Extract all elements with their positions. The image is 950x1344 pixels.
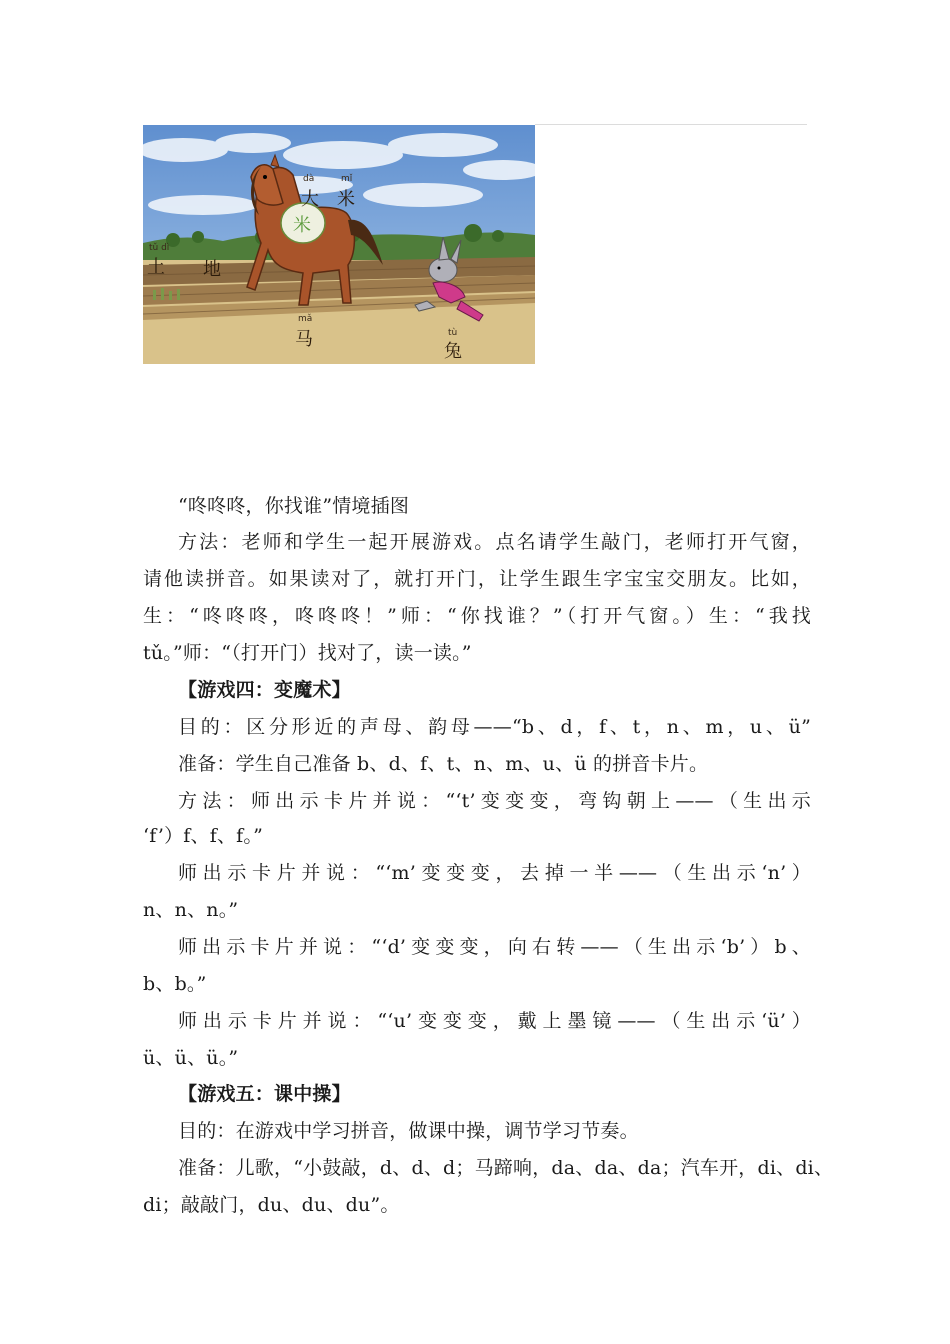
pinyin-tudi: tǔ dì — [149, 243, 170, 253]
hanzi-tu-rabbit: 兔 — [444, 341, 462, 362]
scene-illustration — [143, 125, 535, 364]
game4-method-line2: ‘f’）f、f、f。” — [143, 825, 264, 847]
game4-heading: 【游戏四：变魔术】 — [178, 679, 351, 701]
scene-svg — [143, 125, 535, 364]
pinyin-mi: mǐ — [341, 174, 353, 184]
game4-u-line2: ü、ü、ü。” — [143, 1047, 239, 1069]
game4-m-line1: 师出示卡片并说：“‘m’变变变，去掉一半——（生出示‘n’） — [178, 862, 811, 884]
game5-purpose: 目的：在游戏中学习拼音，做课中操，调节学习节奏。 — [178, 1120, 639, 1142]
pinyin-da: dà — [303, 174, 315, 184]
svg-text:米: 米 — [293, 215, 311, 236]
figure-caption: “咚咚咚，你找谁”情境插图 — [178, 495, 410, 517]
hanzi-di: 地 — [203, 259, 221, 280]
pinyin-ma: mǎ — [298, 314, 313, 324]
pinyin-tu: tù — [448, 328, 458, 338]
game4-u-line1: 师出示卡片并说：“‘u’变变变，戴上墨镜——（生出示‘ü’） — [178, 1010, 811, 1032]
hanzi-mi: 米 — [337, 189, 355, 210]
method1-line4: tǔ。”师：“（打开门）找对了，读一读。” — [143, 642, 472, 664]
top-divider — [535, 124, 807, 125]
game5-prep-line1: 准备：儿歌，“小鼓敲，d、d、d；马蹄响，da、da、da；汽车开，di、di、 — [178, 1157, 834, 1179]
method1-line2: 请他读拼音。如果读对了，就打开门，让学生跟生字宝宝交朋友。比如， — [143, 568, 811, 590]
hanzi-tu-land: 土 — [147, 257, 165, 278]
game4-method-line1: 方法：师出示卡片并说：“‘t’变变变，弯钩朝上——（生出示 — [178, 790, 811, 812]
game5-prep-line2: di；敲敲门，du、du、du”。 — [143, 1194, 400, 1216]
game4-d-line2: b、b。” — [143, 973, 207, 995]
method1-line3: 生：“咚咚咚，咚咚咚！”师：“你找谁？”（打开气窗。）生：“我找 — [143, 605, 811, 627]
hanzi-da: 大 — [301, 189, 319, 210]
game4-purpose: 目的：区分形近的声母、韵母——“b、d，f、t，n、m，u、ü” — [178, 716, 811, 738]
game4-prep: 准备：学生自己准备 b、d、f、t、n、m、u、ü 的拼音卡片。 — [178, 753, 709, 775]
game4-m-line2: n、n、n。” — [143, 899, 239, 921]
hanzi-ma: 马 — [295, 329, 313, 350]
game5-heading: 【游戏五：课中操】 — [178, 1083, 351, 1105]
game4-d-line1: 师出示卡片并说：“‘d’变变变，向右转——（生出示‘b’）b、 — [178, 936, 811, 958]
method1-line1: 方法：老师和学生一起开展游戏。点名请学生敲门，老师打开气窗， — [178, 531, 811, 553]
